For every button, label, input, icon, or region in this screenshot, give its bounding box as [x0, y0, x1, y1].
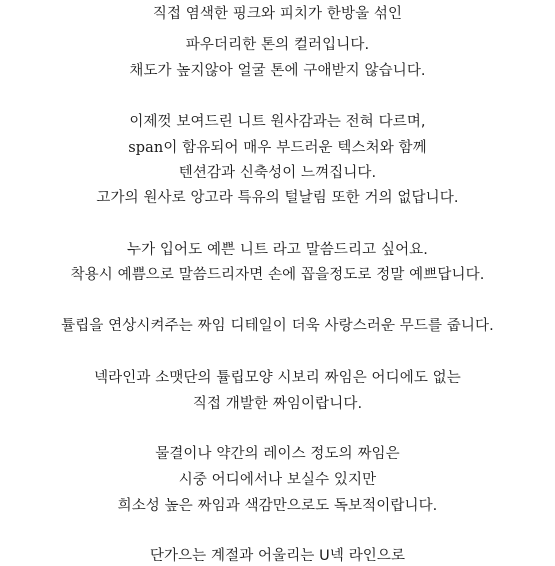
text-line: 고가의 원사로 앙고라 특유의 털날림 또한 거의 없답니다. — [96, 190, 459, 206]
text-line: 넥라인과 소맷단의 튤립모양 시보리 짜임은 어디에도 없는 — [94, 370, 461, 386]
text-line: 희소성 높은 짜임과 색감만으로도 독보적이랍니다. — [117, 498, 438, 514]
text-line: 텐션감과 신축성이 느껴집니다. — [178, 165, 377, 181]
text-line: 누가 입어도 예쁜 니트 라고 말씀드리고 싶어요. — [127, 242, 428, 258]
text-line: 착용시 예쁨으로 말씀드리자면 손에 꼽을정도로 정말 예쁘답니다. — [70, 267, 485, 283]
text-line: 튤립을 연상시켜주는 짜임 디테일이 더욱 사랑스러운 무드를 줍니다. — [61, 318, 494, 334]
text-line: 채도가 높지않아 얼굴 톤에 구애받지 않습니다. — [129, 63, 426, 79]
text-line: 직접 염색한 핑크와 피치가 한방울 섞인 — [152, 6, 403, 22]
text-line: 물결이나 약간의 레이스 정도의 짜임은 — [155, 446, 400, 462]
text-line: 파우더리한 톤의 컬러입니다. — [185, 37, 370, 53]
text-line: span이 함유되어 매우 부드러운 텍스처와 함께 — [128, 140, 427, 156]
text-line: 직접 개발한 짜임이랍니다. — [192, 396, 363, 412]
text-line: 이제껏 보여드린 니트 원사감과는 전혀 다르며, — [129, 114, 426, 130]
text-line: 시중 어디에서나 보실수 있지만 — [178, 472, 377, 488]
text-line: 단가으는 계절과 어울리는 U넥 라인으로 — [149, 548, 406, 564]
